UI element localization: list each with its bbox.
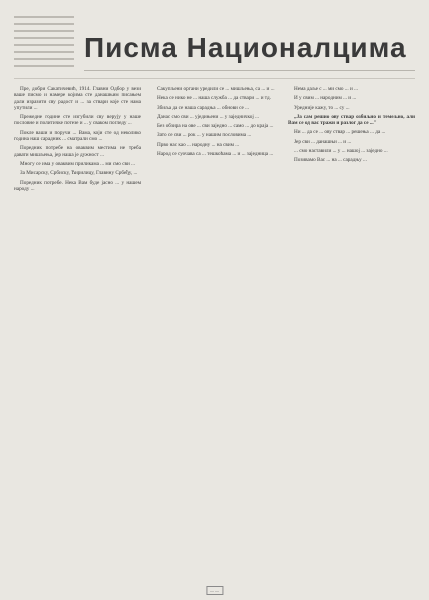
masthead xyxy=(14,10,415,79)
paragraph: „Ја сам решио ову ствар озбиљно и темељно, али Вам се од вас тражи и разлог да се ..." xyxy=(288,113,415,127)
article-columns xyxy=(14,86,415,578)
paragraph: Ни ... да се ... ову ствар ... решења ... да ... xyxy=(294,129,386,136)
paragraph: Данас смо сви ... уједињени ... у заједничкој ... xyxy=(157,113,259,120)
paragraph: Збиља да се наша сарадња ... обнови се ... xyxy=(157,104,249,111)
paragraph: Прво нас као ... народну ... на свим ... xyxy=(157,141,240,148)
article-column-1 xyxy=(14,86,141,578)
paragraph: Уредније кажу, то ... су ... xyxy=(294,104,350,111)
paragraph: Без обзира на ове ... сви заједно ... само ... до краја ... xyxy=(157,123,274,130)
article-column-3 xyxy=(288,86,415,578)
paragraph: ... смо наставили ... у ... нашој ... заједно ... xyxy=(294,148,388,155)
paragraph: И у свим ... народним ... и ... xyxy=(294,95,357,102)
paragraph: Многу се има у оваквим приликама ... ми смо сви ... xyxy=(20,160,135,167)
page-title: Писма Националцима xyxy=(84,32,407,63)
paragraph: Пре, добри Сакатичевић, 1914. Главни Одбор у вези ваше писмо и намере којима сте данашњим писањем дали изразити сву радост и ... за ствари које сте нама упутили ... xyxy=(14,86,141,111)
paragraph: Јер сви ... данашњи ... и ... xyxy=(294,138,352,145)
article-column-2 xyxy=(151,86,278,578)
paragraph: Поредник потребе на оваквим местима не треба давати мишљења, јер наша је дужност ... xyxy=(14,145,141,158)
paragraph: Покле ваши и поручи ... Вама, који сте од неколико година наш сарадник ... сматрали смо ... xyxy=(14,129,141,143)
paragraph: Прежедне године сте изгубили сву верују у наше пословне и политичке потезе и ... у сваком погледу ... xyxy=(14,114,141,127)
paragraph: Нека се нико не ... наша служба ... да ствари ... и тд. xyxy=(157,95,271,102)
paragraph: Нема даље с ... ми смо ... и ... xyxy=(294,86,358,92)
paragraph: Сакупљени органи уредили се ... мишљења, са ... и ... xyxy=(157,86,275,92)
paragraph: Зато се сви ... рок ... у нашим пословима ... xyxy=(157,132,252,139)
paragraph: Позивамо Вас ... на ... сарадњу ... xyxy=(294,157,367,164)
paragraph: За Мисарску, Србиску, Ћирилицу, Главнну Србеђу, ... xyxy=(20,170,138,177)
paragraph: Поредник потребе. Нека Вам буде јасно ... у нашем народу ... xyxy=(14,179,141,192)
masthead-decoration xyxy=(14,16,74,72)
paragraph: Народ се суочава са ... тешкоћама ... и ... заједница ... xyxy=(157,151,274,158)
title-rule xyxy=(84,70,415,71)
footer-stamp: — — xyxy=(206,586,223,595)
